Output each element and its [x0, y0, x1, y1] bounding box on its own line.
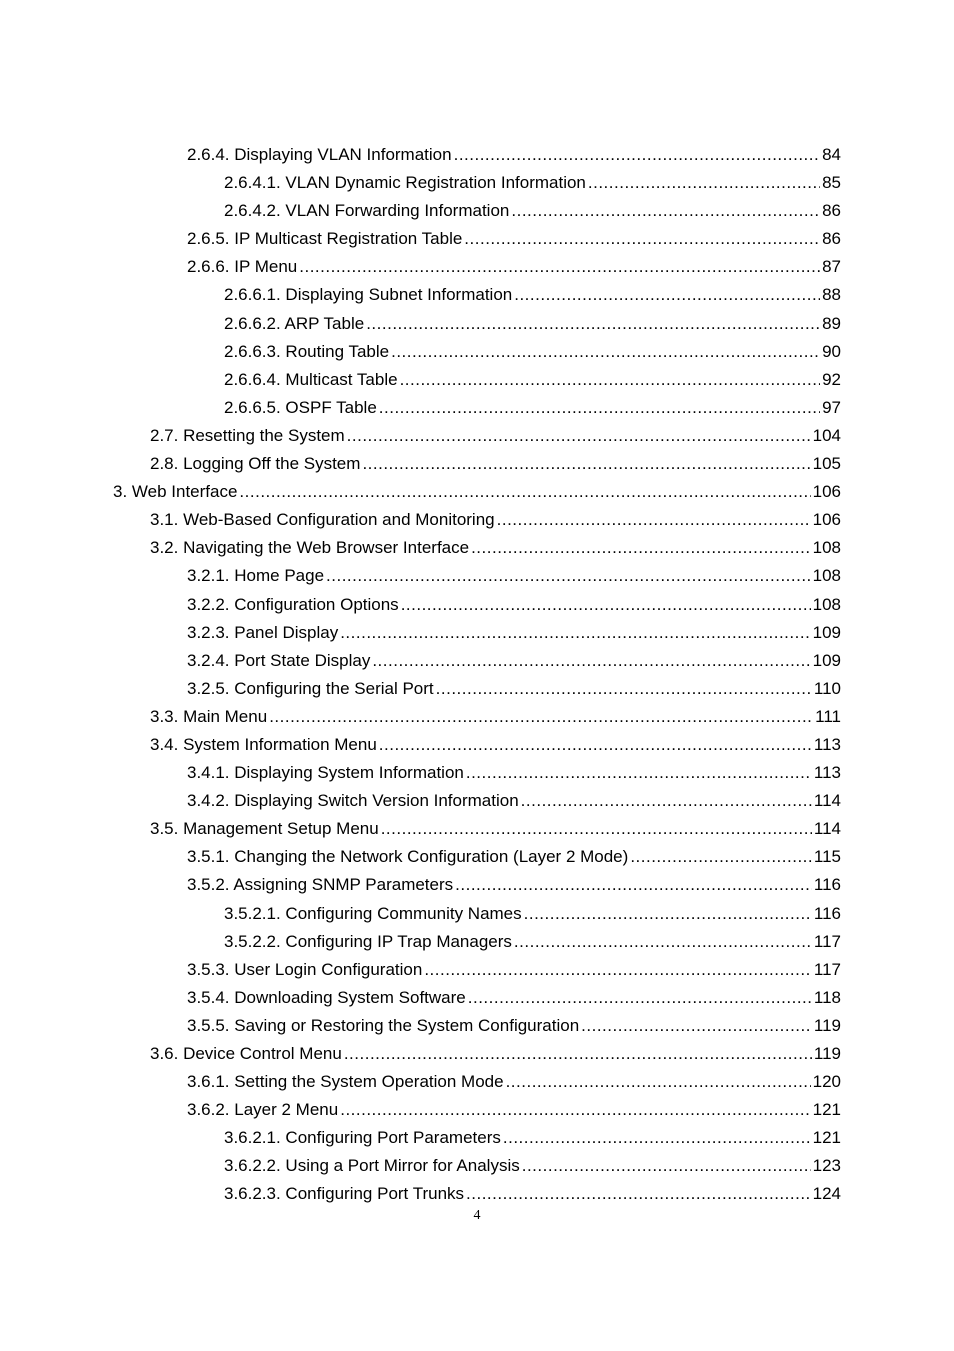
toc-entry-page: 119: [813, 1044, 841, 1063]
toc-entry-page: 88: [822, 285, 841, 305]
toc-entry[interactable]: [0, 984, 954, 1012]
toc-entry[interactable]: [0, 422, 954, 450]
dot-leader: [588, 169, 820, 197]
toc-entry-page: 87: [822, 257, 841, 277]
toc-entry-page: 109: [812, 650, 841, 670]
dot-leader: [340, 619, 810, 647]
dot-leader: [581, 1012, 812, 1040]
dot-leader: [521, 787, 812, 815]
toc-entry[interactable]: [0, 478, 954, 506]
dot-leader: [464, 225, 820, 253]
toc-entry[interactable]: [0, 562, 954, 590]
toc-entry[interactable]: [0, 619, 954, 647]
toc-entry-page: 104: [812, 425, 841, 445]
toc-entry-title: 3.6.2.3. Configuring Port Trunks: [224, 1184, 465, 1204]
toc-entry[interactable]: [0, 871, 954, 899]
toc-entry-page: 113: [813, 734, 841, 754]
toc-entry-title: 3.6.1. Setting the System Operation Mode: [187, 1072, 504, 1092]
dot-leader: [466, 1180, 811, 1208]
toc-entry[interactable]: [0, 534, 954, 562]
toc-entry-page: 86: [822, 201, 841, 221]
toc-entry-page: 115: [813, 847, 841, 867]
toc-entry[interactable]: [0, 815, 954, 843]
toc-entry[interactable]: [0, 787, 954, 815]
toc-entry[interactable]: [0, 169, 954, 197]
toc-entry-page: 90: [822, 341, 841, 361]
toc-entry-page: 105: [812, 454, 841, 474]
toc-entry[interactable]: [0, 1180, 954, 1208]
toc-entry-page: 92: [822, 369, 841, 389]
toc-entry[interactable]: [0, 1068, 954, 1096]
toc-entry-page: 118: [813, 987, 841, 1007]
dot-leader: [239, 478, 810, 506]
dot-leader: [524, 900, 812, 928]
dot-leader: [299, 253, 820, 281]
toc-entry-title: 2.6.6. IP Menu: [187, 257, 298, 277]
dot-leader: [340, 1096, 810, 1124]
toc-entry-title: 3.3. Main Menu: [150, 706, 268, 726]
toc-entry[interactable]: [0, 591, 954, 619]
toc-entry[interactable]: [0, 253, 954, 281]
toc-entry-title: 3.6.2.2. Using a Port Mirror for Analysis: [224, 1156, 520, 1176]
toc-entry-title: 2.6.6.5. OSPF Table: [224, 397, 377, 417]
toc-entry-page: 108: [812, 594, 841, 614]
toc-entry-page: 119: [813, 1015, 841, 1035]
toc-entry-page: 106: [812, 482, 841, 502]
dot-leader: [366, 310, 820, 338]
toc-entry-page: 123: [812, 1156, 841, 1176]
toc-entry-page: 116: [813, 903, 841, 923]
toc-entry-page: 114: [813, 791, 841, 811]
toc-entry[interactable]: [0, 843, 954, 871]
toc-entry-title: 3.5. Management Setup Menu: [150, 819, 379, 839]
dot-leader: [455, 871, 812, 899]
table-of-contents: [0, 141, 954, 1209]
toc-entry-title: 3.2.4. Port State Display: [187, 650, 371, 670]
dot-leader: [344, 1040, 812, 1068]
toc-entry-title: 3.2.1. Home Page: [187, 566, 325, 586]
toc-entry-page: 106: [812, 510, 841, 530]
toc-entry[interactable]: [0, 338, 954, 366]
dot-leader: [347, 422, 811, 450]
dot-leader: [326, 562, 811, 590]
toc-entry[interactable]: [0, 1152, 954, 1180]
toc-entry-page: 116: [813, 875, 841, 895]
toc-entry[interactable]: [0, 900, 954, 928]
toc-entry-title: 2.6.4. Displaying VLAN Information: [187, 145, 452, 164]
page-number: 4: [473, 1208, 481, 1223]
toc-entry-title: 3.5.2.1. Configuring Community Names: [224, 903, 522, 923]
toc-entry[interactable]: [0, 675, 954, 703]
toc-entry-title: 3.6.2. Layer 2 Menu: [187, 1100, 339, 1120]
dot-leader: [454, 141, 820, 169]
toc-entry-page: 111: [815, 706, 841, 726]
dot-leader: [424, 956, 812, 984]
dot-leader: [379, 394, 820, 422]
dot-leader: [471, 534, 811, 562]
dot-leader: [401, 591, 811, 619]
toc-entry-page: 120: [812, 1072, 841, 1092]
toc-entry-page: 86: [822, 229, 841, 249]
toc-entry[interactable]: [0, 310, 954, 338]
toc-entry-title: 3.5.3. User Login Configuration: [187, 959, 423, 979]
toc-entry-title: 3.2.5. Configuring the Serial Port: [187, 678, 434, 698]
toc-entry-title: 2.6.6.1. Displaying Subnet Information: [224, 285, 513, 305]
toc-entry-title: 3.4.2. Displaying Switch Version Information: [187, 791, 519, 811]
dot-leader: [514, 928, 812, 956]
toc-entry-title: 2.8. Logging Off the System: [150, 454, 361, 474]
toc-entry[interactable]: [0, 450, 954, 478]
toc-entry-title: 2.6.6.2. ARP Table: [224, 313, 365, 333]
toc-entry[interactable]: [0, 225, 954, 253]
toc-entry-title: 3.2.2. Configuration Options: [187, 594, 399, 614]
toc-entry-page: 97: [822, 397, 841, 417]
toc-entry[interactable]: [0, 1096, 954, 1124]
toc-entry-page: 121: [812, 1100, 841, 1120]
toc-entry-title: 2.6.6.4. Multicast Table: [224, 369, 398, 389]
toc-entry[interactable]: [0, 1012, 954, 1040]
toc-entry-page: 85: [822, 173, 841, 193]
toc-entry-page: 117: [813, 931, 841, 951]
dot-leader: [511, 197, 820, 225]
toc-entry-title: 3.4. System Information Menu: [150, 734, 377, 754]
toc-entry-title: 3.6. Device Control Menu: [150, 1044, 342, 1063]
toc-entry[interactable]: [0, 281, 954, 309]
toc-entry[interactable]: [0, 956, 954, 984]
toc-entry-title: 2.7. Resetting the System: [150, 425, 345, 445]
toc-entry[interactable]: [0, 141, 954, 169]
dot-leader: [522, 1152, 811, 1180]
toc-entry[interactable]: [0, 647, 954, 675]
toc-entry-page: 109: [812, 622, 841, 642]
dot-leader: [497, 506, 811, 534]
dot-leader: [514, 281, 820, 309]
toc-entry[interactable]: [0, 366, 954, 394]
toc-entry-page: 108: [812, 566, 841, 586]
toc-entry-title: 3.6.2.1. Configuring Port Parameters: [224, 1128, 501, 1148]
toc-entry-title: 3.1. Web-Based Configuration and Monitoring: [150, 510, 495, 530]
toc-entry-title: 3.5.4. Downloading System Software: [187, 987, 466, 1007]
dot-leader: [362, 450, 810, 478]
toc-entry[interactable]: [0, 928, 954, 956]
dot-leader: [400, 366, 821, 394]
dot-leader: [269, 703, 813, 731]
dot-leader: [506, 1068, 811, 1096]
toc-entry-page: 114: [813, 819, 841, 839]
dot-leader: [468, 984, 812, 1012]
toc-entry[interactable]: [0, 197, 954, 225]
dot-leader: [381, 815, 812, 843]
toc-entry-title: 3.5.1. Changing the Network Configuration (Layer 2 Mode): [187, 847, 629, 867]
toc-entry-page: 110: [813, 678, 841, 698]
dot-leader: [436, 675, 812, 703]
toc-entry[interactable]: [0, 703, 954, 731]
toc-entry-title: 2.6.6.3. Routing Table: [224, 341, 390, 361]
toc-entry[interactable]: [0, 731, 954, 759]
toc-entry-page: 89: [822, 313, 841, 333]
dot-leader: [379, 731, 812, 759]
toc-entry-title: 3.5.2.2. Configuring IP Trap Managers: [224, 931, 512, 951]
toc-entry-page: 121: [812, 1128, 841, 1148]
dot-leader: [391, 338, 820, 366]
toc-entry-page: 117: [813, 959, 841, 979]
toc-entry[interactable]: [0, 759, 954, 787]
toc-entry-page: 124: [812, 1184, 841, 1204]
dot-leader: [630, 843, 812, 871]
toc-entry-page: 84: [822, 145, 841, 164]
toc-entry[interactable]: [0, 1040, 954, 1068]
toc-entry-title: 3.4.1. Displaying System Information: [187, 763, 464, 783]
toc-entry-page: 113: [813, 763, 841, 783]
toc-entry-title: 3.2. Navigating the Web Browser Interface: [150, 538, 470, 558]
toc-entry-title: 2.6.4.1. VLAN Dynamic Registration Information: [224, 173, 586, 193]
toc-entry-title: 2.6.5. IP Multicast Registration Table: [187, 229, 463, 249]
toc-entry-title: 3.5.5. Saving or Restoring the System Configuration: [187, 1015, 580, 1035]
toc-entry-page: 108: [812, 538, 841, 558]
toc-entry-title: 3. Web Interface: [113, 482, 238, 502]
dot-leader: [503, 1124, 811, 1152]
toc-entry-title: 3.2.3. Panel Display: [187, 622, 339, 642]
toc-entry-title: 3.5.2. Assigning SNMP Parameters: [187, 875, 454, 895]
toc-entry[interactable]: [0, 506, 954, 534]
dot-leader: [372, 647, 810, 675]
toc-entry[interactable]: [0, 1124, 954, 1152]
dot-leader: [466, 759, 812, 787]
toc-entry[interactable]: [0, 394, 954, 422]
toc-entry-title: 2.6.4.2. VLAN Forwarding Information: [224, 201, 510, 221]
